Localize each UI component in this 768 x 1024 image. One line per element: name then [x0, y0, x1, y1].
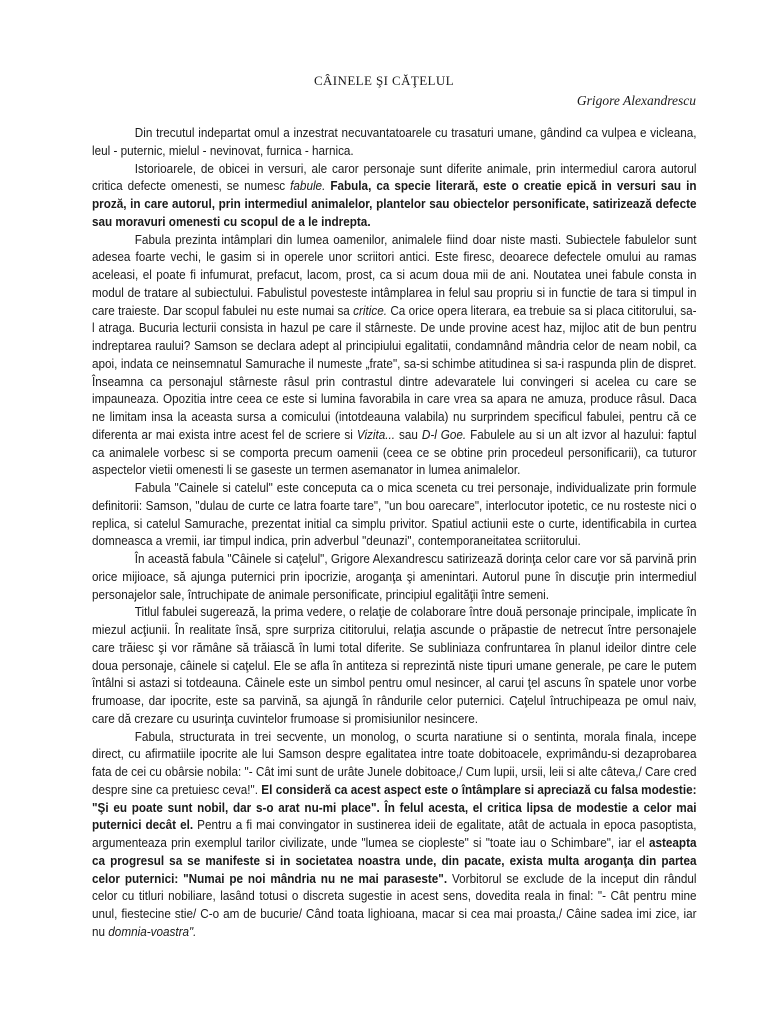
paragraph-3-text-e: sau: [395, 427, 422, 442]
paragraph-2: [92, 161, 697, 232]
paragraph-3-text-c: Ca orice opera literara, ea trebuie sa si placa cititorului, sa-l atraga. Bucuria lecturii consista in hazul pe care il stârneste. De unde provine acest haz, mijloc atit de bun pentru indreptarea raului? Samson se declara adept al principiului egalitatii, condamnând mândria celor de neam nobil, ca apoi, indata ce neinsemnatul Samurache il numeste „frate", sa-si schimbe atitudinea si sa-i raspunda plin de dispret. Înseamna ca personajul stârneste râsul prin contrastul dintre adevaratele lui convingeri si acelea cu care se impauneaza. Opozitia intre ceea ce este si lumina favorabila in care vrea sa apara ne amuza, produce râsul. Daca ne limitam insa la aceasta sursa a comicului (intotdeauna valabila) nu surprindem specificul fabulei, pentru că ce diferenta ar mai exista intre acest fel de scriere si: [92, 303, 697, 442]
title-vizita: Vizita...: [356, 427, 396, 442]
term-fabule: fabule.: [290, 179, 326, 194]
paragraph-2-text: Istorioarele, de obicei in versuri, ale caror personaje sunt diferite animale, prin intermediul carora autorul critica defecte omenesti, se numesc: [92, 161, 697, 194]
title-d-l-goe: D-l Goe.: [421, 427, 467, 442]
document-author: Grigore Alexandrescu: [576, 93, 696, 108]
paragraph-3: [92, 232, 697, 481]
term-critice: critice.: [353, 303, 388, 318]
term-domnia-voastra: domnia-voastra".: [108, 924, 197, 939]
document-title: CÂINELE ŞI CĂŢELUL: [313, 73, 455, 88]
paragraph-7-bold-b: El consideră ca acest aspect este o întâmplare si apreciază cu falsa modestie: "Şi eu poate sunt nobil, dar s-o arat nu-mi place". În felul acesta, el critica lipsa de modestie a celor mai puternici decât el.: [92, 782, 697, 833]
paragraph-7-text-c: Pentru a fi mai convingator in sustinerea ideii de egalitate, atât de actuala in epoca pasoptista, argumenteaza prin exemplul tarilor civilizate, unde "lumea se ciopleste" si "toate iau o Schimbare", iar el: [92, 818, 697, 850]
paragraph-3-text-a: Fabula prezinta intâmplari din lumea oamenilor, animalele fiind doar niste masti. Subiectele fabulelor sunt adesea foarte vechi, le gasim si in operele unor scriitori antici. Este firesc, deoarece defectele omului au ramas aceleasi, el poate fi infumurat, prefacut, lacom, prost, ca si acum doua mii de ani. Noutatea unei fabule consta in modul de tratare al subiectului. Fabulistul povesteste intâmplarea in felul sau propriu si in functie de tara si timpul in care traieste. Dar scopul fabulei nu este numai sa: [92, 232, 697, 318]
document-body: [92, 125, 697, 942]
paragraph-1: Din trecutul indepartat omul a inzestrat necuvantatoarele cu trasaturi umane, gândind ca vulpea e vicleana, leul - puternic, mielul - nevinovat, furnica - harnica.: [92, 126, 697, 158]
paragraph-6: Titlul fabulei sugerează, la prima vedere, o relaţie de colaborare între două personaje principale, implicate în miezul acţiunii. În realitate însă, spre surpriza cititorului, relaţia ascunde o prăpastie de netrecut între personajele care trăiesc şi vor rămâne să trăiască în lumi total diferite. Se subliniaza confruntarea în planul ideilor dintre cele doua personaje, câinele si caţelul. Ele se afla în antiteza si reprezintă niste tipuri umane generale, pe care le putem întâlni si astazi si totdeauna. Câinele este un simbol pentru omul nesincer, al carui ţel ascuns în spatele unor vorbe frumoase, dar ipocrite, este sa parvină, sa ajungă în rândurile celor puternici. Caţelul întruchipeaza pe omul naiv, care dă crezare cu usurinţa cuvintelor frumoase si promisiunilor nesincere.: [92, 605, 697, 726]
paragraph-4: Fabula "Cainele si catelul" este conceputa ca o mica sceneta cu trei personaje, individualizate prin formule definitorii: Samson, "dulau de curte ce latra foarte tare", "un bou oarecare", interlocutor ipotetic, ce nu rosteste nici o replica, si catelul Samurache, prezentat initial ca simplu privitor. Spatiul actiunii este o curte, identificabila in curtea domneasca a vremii, iar timpul indica, prin adverbul "deunazi", contemporaneitatea scriitorului.: [92, 481, 697, 549]
paragraph-7-text-a: Fabula, structurata in trei secvente, un monolog, o scurta naratiune si o sentinta, morala finala, incepe direct, cu afirmatiile ipocrite ale lui Samson despre egalitatea intre toate dobitoacele, exprimându-si dezaprobarea fata de cei cu obârsie nobila: "- Cât imi sunt de urâte Junele dobitoace,/ Cum lupii, ursii, leii si alte câteva,/ Care cred despre sine ca pretuiesc ceva!".: [92, 729, 697, 797]
paragraph-7-text-e: Vorbitorul se exclude de la inceput din rândul celor cu titluri nobiliare, lasând totusi o discreta sugestie in acest sens, dovedita reala in final: "- Cât pentru mine unul, fiestecine stie/ C-o am de bucurie/ Când toata lighioana, macar si cea mai proasta,/ Câine sadea imi zice, iar nu: [92, 871, 697, 939]
paragraph-7: [92, 729, 697, 942]
paragraph-3-text-g: Fabulele au si un alt izvor al hazului: faptul ca animalele vorbesc si se comporta precum oamenii (ceea ce se obtine prin procedeul personificarii), ca tuturor aspectelor vietii omenesti li se gaseste un termen asemanator in lumea animalelor.: [92, 427, 697, 478]
paragraph-7-bold-d: asteapta ca progresul sa se manifeste si in societatea noastra unde, din pacate, exista multa aroganţa din partea celor puternici: "Numai pe noi mândria nu ne mai paraseste".: [92, 836, 697, 886]
paragraph-5: În această fabula "Câinele si caţelul", Grigore Alexandrescu satirizează dorinţa celor care vor să parvină prin orice mijioace, să ajunga puternici prin ipocrizie, aroganţa şi amenintari. Autorul pune în discuţie prin intermediul personajelor sale, întruchipate de animale personificate, principiul egalităţii între semeni.: [92, 552, 697, 602]
fabula-definition: Fabula, ca specie literară, este o creatie epică in versuri sau in proză, in care autorul, prin intermediul animalelor, plantelor sau obiectelor personificate, satirizează defecte sau moravuri omenesti cu scopul de a le indrepta.: [92, 179, 697, 229]
